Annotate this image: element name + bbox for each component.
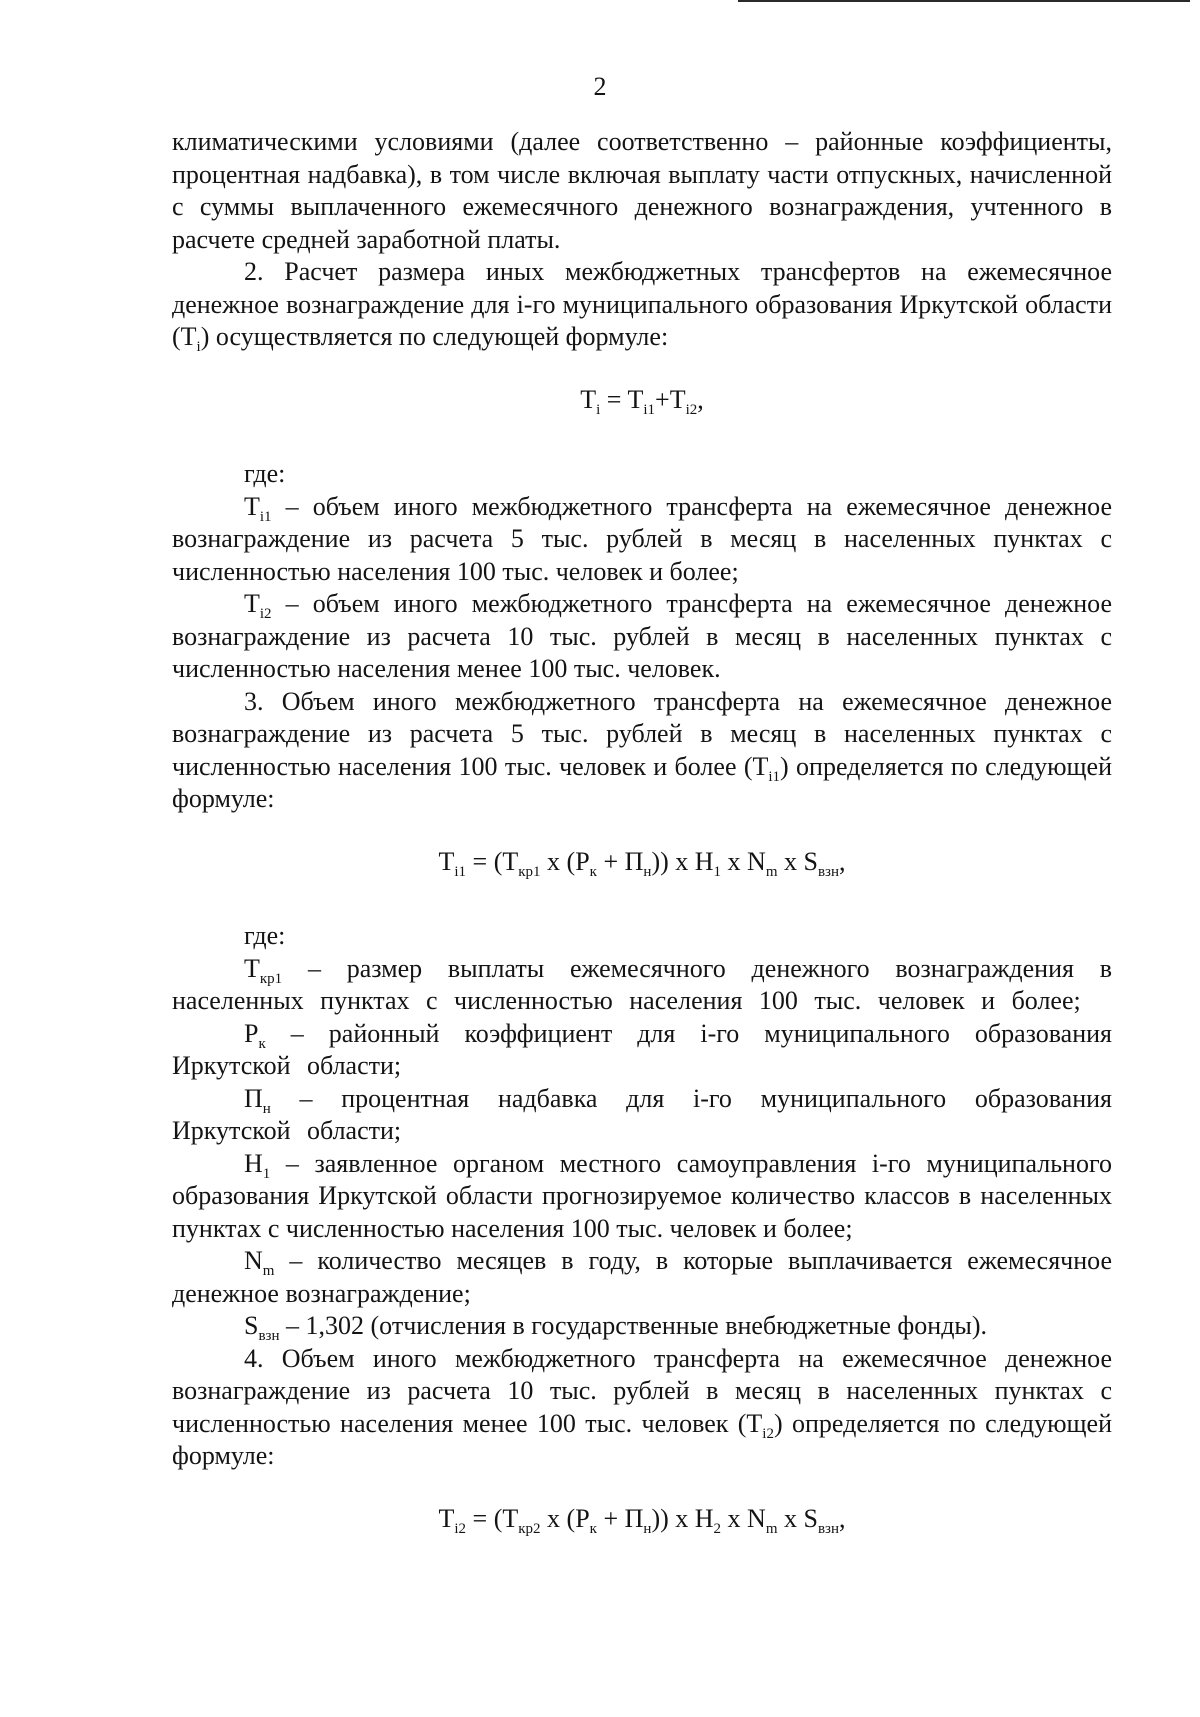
definition-svzn: $S_{взн} - 1,302$ (отчисления в государственные внебюджетные фонды).	[244, 1311, 988, 1344]
top-rule	[738, 0, 1190, 2]
formula-ti2: $T_{i2} = (T_{кр2}$ x $(P_к + П_н)$) x $H_2$ x $N_m$ x $S_{взн}$,	[438, 1503, 846, 1537]
definition-ti1: $T_{i1}$ – объем иного межбюджетного трансферта на ежемесячное денежное вознаграждение из расчета 5 тыс. рублей в месяц в населенных пунктах с численностью населения 100 тыс. человек и более;	[172, 491, 1112, 586]
paragraph-4: 4. Объем иного межбюджетного трансферта на ежемесячное денежное вознаграждение из расчета 10 тыс. рублей в месяц в населенных пунктах с численностью населения менее 100 тыс. человек $(T_{i2})$ определяется по следующей формуле:	[172, 1343, 1112, 1470]
definition-ti2: $T_{i2}$ – объем иного межбюджетного трансферта на ежемесячное денежное вознаграждение из расчета 10 тыс. рублей в месяц в населенных пунктах с численностью населения менее 100 тыс. человек.	[172, 589, 1112, 683]
formula-ti1: $T_{i1} = (T_{кр1}$ x $(P_к + П_н)$) x $H_1$ x $N_m$ x $S_{взн}$,	[438, 846, 846, 880]
definition-h1: $H_1$ – заявленное органом местного самоуправления i-го муниципального образования Иркутской области прогнозируемое количество классов в населенных пунктах с численностью населения 100 тыс. человек и более;	[172, 1148, 1112, 1243]
where-label-2: где:	[244, 921, 286, 950]
page-number: 2	[593, 72, 607, 101]
paragraph-3: 3. Объем иного межбюджетного трансферта на ежемесячное денежное вознаграждение из расчета 5 тыс. рублей в месяц в населенных пунктах с численностью населения 100 тыс. человек и более $(T_{i1})$ определяется по следующей формуле:	[172, 686, 1112, 813]
paragraph-2: 2. Расчет размера иных межбюджетных трансфертов на ежемесячное денежное вознаграждение для i-го муниципального образования Иркутской области $(T_i)$ осуществляется по следующей формуле:	[172, 257, 1112, 355]
definition-nm: $N_m$ – количество месяцев в году, в которые выплачивается ежемесячное денежное вознаграждение;	[172, 1246, 1113, 1308]
definition-pk: $P_к$ – районный коэффициент для i-го муниципального образования Иркутской области;	[172, 1018, 1112, 1080]
formula-ti: $T_i = T_{i1}+T_{i2}$,	[580, 384, 704, 418]
definition-pn: $П_н$ – процентная надбавка для i-го муниципального образования Иркутской области;	[172, 1083, 1113, 1145]
where-label-1: где:	[244, 459, 286, 488]
definition-tkr1: $T_{кр1}$ – размер выплаты ежемесячного денежного вознаграждения в населенных пунктах с численностью населения 100 тыс. человек и более;	[172, 953, 1112, 1015]
paragraph-continuation: климатическими условиями (далее соответственно – районные коэффициенты, процентная надбавка), в том числе включая выплату части отпускных, начисленной с суммы выплаченного ежемесячного денежного вознаграждения, учтенного в расчете средней заработной платы.	[172, 127, 1112, 254]
document-body	[172, 126, 1112, 1535]
